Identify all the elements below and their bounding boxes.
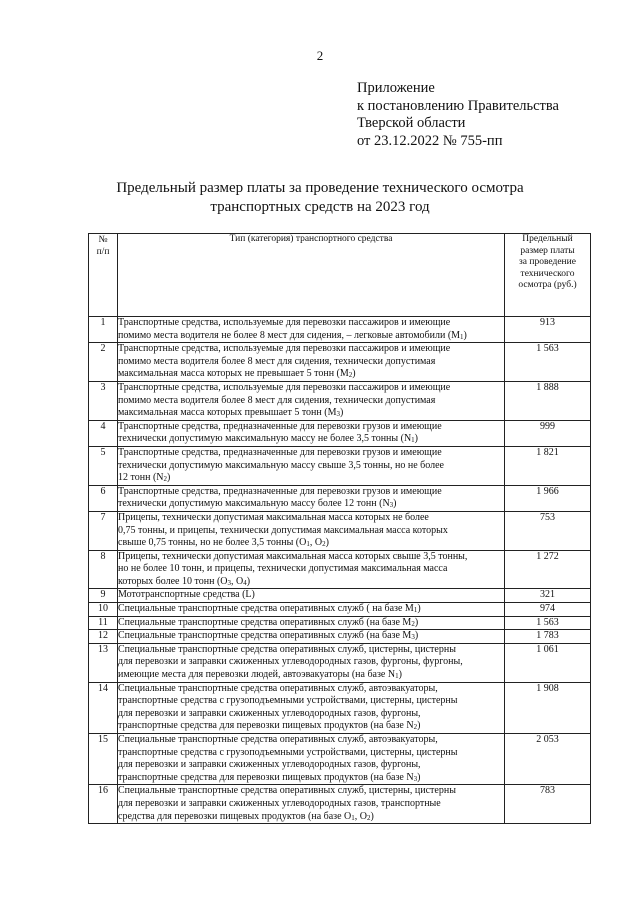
row-number: 6 (89, 485, 118, 511)
fee-value: 1 888 (505, 381, 591, 420)
row-number: 10 (89, 603, 118, 617)
category-text: 0,75 тонны, и прицепы, технически допустимая максимальная масса которых (118, 524, 448, 536)
category-text: для перевозки и заправки сжиженных углеводородных газов, фургоны, (118, 707, 421, 719)
category-text: Транспортные средства, используемые для перевозки пассажиров и имеющие (118, 317, 451, 328)
category-line (118, 811, 504, 824)
row-number: 9 (89, 589, 118, 603)
vehicle-category (118, 682, 505, 733)
category-text: ) (167, 472, 171, 484)
table-row (89, 616, 591, 630)
category-text: которых более 10 тонн (O (118, 575, 228, 587)
table-row (89, 550, 591, 589)
category-line (118, 798, 504, 811)
category-line (118, 395, 504, 408)
category-text: Специальные транспортные средства оперативных служб ( на базе M (118, 603, 414, 615)
category-subscript: 3 (336, 410, 340, 419)
vehicle-category (118, 381, 505, 420)
category-line (118, 695, 504, 708)
category-text: технически допустимую максимальную массу более 12 тонн (N (118, 498, 390, 510)
vehicle-category (118, 630, 505, 644)
table-header-row (89, 234, 591, 317)
category-subscript: 1 (306, 540, 310, 549)
category-text: максимальная масса которых превышает 5 тонн (M (118, 407, 337, 419)
category-text: ) (339, 407, 344, 419)
category-subscript: 1 (413, 606, 418, 615)
category-line (118, 759, 504, 772)
category-text: ) (414, 630, 419, 642)
vehicle-category (118, 343, 505, 382)
fee-value: 974 (505, 603, 591, 617)
category-line (118, 589, 504, 602)
category-line (118, 669, 504, 682)
fee-value: 999 (505, 420, 591, 446)
table-row (89, 589, 591, 603)
category-line (118, 343, 504, 356)
category-text: ) (463, 329, 467, 341)
category-text: имеющие места для перевозки людей, автоэвакуаторы (на базе N (118, 669, 396, 681)
header-number (89, 234, 118, 317)
category-text: но не более 10 тонн, и прицепы, технически допустимая максимальная масса (118, 563, 448, 575)
category-line (118, 407, 504, 420)
fee-value: 1 783 (505, 630, 591, 644)
fee-value: 1 563 (505, 343, 591, 382)
fee-table (88, 233, 591, 824)
header-fee-line: Предельный (522, 234, 573, 244)
category-subscript: 1 (411, 436, 415, 445)
category-subscript: 1 (460, 332, 464, 341)
row-number: 3 (89, 381, 118, 420)
category-text: Специальные транспортные средства оперативных служб (на базе M (118, 616, 412, 628)
fee-value: 1 966 (505, 485, 591, 511)
category-line (118, 512, 504, 525)
category-text: Специальные транспортные средства оперативных служб, автоэвакуаторы, (118, 734, 438, 745)
appendix-line: Тверской области (357, 115, 466, 131)
category-text: Транспортные средства, предназначенные для перевозки грузов и имеющие (118, 446, 442, 458)
category-text: Прицепы, технически допустимая максимальная масса которых не более (118, 511, 429, 523)
category-text: свыше 0,75 тонны, но не более 3,5 тонны (O (118, 537, 307, 549)
vehicle-category (118, 317, 505, 343)
table-body (89, 317, 591, 824)
table-row (89, 643, 591, 682)
category-subscript: 2 (367, 813, 371, 822)
table-row (89, 603, 591, 617)
vehicle-category (118, 420, 505, 446)
category-text: ) (246, 575, 251, 587)
row-number: 14 (89, 682, 118, 733)
category-text: технически допустимую максимальную массу свыше 3,5 тонны, но не более (118, 459, 444, 471)
fee-value: 1 272 (505, 550, 591, 589)
row-number: 5 (89, 446, 118, 485)
fee-value: 1 821 (505, 446, 591, 485)
category-text: Специальные транспортные средства оперативных служб, цистерны, цистерны (118, 785, 456, 797)
category-line (118, 330, 504, 343)
category-text: Прицепы, технически допустимая максимальная масса которых свыше 3,5 тонны, (118, 550, 468, 562)
vehicle-category (118, 589, 505, 603)
vehicle-category (118, 511, 505, 550)
category-line (118, 551, 504, 564)
category-text: ) (414, 616, 419, 628)
category-line (118, 772, 504, 785)
title-line: Предельный размер платы за проведение технического осмотра (116, 180, 524, 196)
category-subscript: 3 (227, 578, 231, 587)
category-subscript: 3 (413, 774, 418, 783)
table-row (89, 785, 591, 824)
category-text: Специальные транспортные средства оперативных служб, автоэвакуаторы, (118, 682, 438, 694)
category-text: , O (309, 537, 323, 549)
category-line (118, 317, 504, 330)
category-line (118, 720, 504, 733)
document-title (0, 179, 640, 217)
header-max-fee (505, 234, 591, 317)
vehicle-category (118, 616, 505, 630)
header-fee-line: осмотра (руб.) (518, 280, 577, 291)
fee-value: 783 (505, 785, 591, 824)
category-text: для перевозки и заправки сжиженных углеводородных газов, транспортные (118, 797, 441, 809)
category-text: средства для перевозки пищевых продуктов (на базе O (118, 810, 352, 822)
fee-value: 1 563 (505, 616, 591, 630)
header-fee-line: размер платы (520, 245, 575, 256)
header-number-line: п/п (96, 247, 110, 257)
row-number: 12 (89, 630, 118, 644)
category-subscript: 2 (411, 619, 415, 628)
row-number: 1 (89, 317, 118, 343)
header-number-line: № (98, 235, 108, 245)
appendix-block (357, 80, 559, 150)
category-line (118, 603, 504, 616)
category-text: Транспортные средства, используемые для перевозки пассажиров и имеющие (118, 381, 451, 393)
row-number: 13 (89, 643, 118, 682)
vehicle-category (118, 734, 505, 785)
category-text: ) (414, 433, 419, 445)
category-line (118, 630, 504, 643)
category-line (118, 368, 504, 381)
vehicle-category (118, 446, 505, 485)
appendix-line: от 23.12.2022 № 755-пп (357, 132, 503, 149)
category-line (118, 421, 504, 434)
category-text: Транспортные средства, используемые для перевозки пассажиров и имеющие (118, 343, 451, 355)
row-number: 15 (89, 734, 118, 785)
fee-value: 1 061 (505, 643, 591, 682)
table-row (89, 381, 591, 420)
category-line (118, 734, 504, 747)
header-fee-line: за проведение (519, 257, 576, 268)
category-text: ) (417, 603, 421, 615)
category-line (118, 382, 504, 395)
category-line (118, 747, 504, 760)
category-subscript: 2 (322, 540, 326, 549)
category-text: ) (417, 771, 421, 783)
category-line (118, 617, 504, 630)
category-text: Мототранспортные средства (L) (118, 589, 255, 601)
row-number: 4 (89, 420, 118, 446)
appendix-line: к постановлению Правительства (357, 97, 559, 114)
category-text: транспортные средства для перевозки пищевых продуктов (на базе N (118, 771, 414, 783)
table-row (89, 511, 591, 550)
category-text: помимо места водителя не более 8 мест для сидения, – легковые автомобили (M (118, 329, 461, 341)
category-line (118, 576, 504, 589)
table-row (89, 630, 591, 644)
category-text: технически допустимую максимальную массу не более 3,5 тонны (N (118, 433, 412, 445)
category-text: Специальные транспортные средства оперативных служб (на базе M (118, 630, 412, 642)
header-fee-line: технического (520, 268, 575, 279)
category-text: транспортные средства для перевозки пищевых продуктов (на базе N (118, 720, 414, 732)
table-row (89, 317, 591, 343)
table-row (89, 682, 591, 733)
row-number: 7 (89, 511, 118, 550)
fee-value: 2 053 (505, 734, 591, 785)
category-line (118, 447, 504, 460)
category-subscript: 1 (395, 672, 399, 681)
category-text: Транспортные средства, предназначенные для перевозки грузов и имеющие (118, 485, 442, 497)
category-text: помимо места водителя более 8 мест для сидения, технически допустимая (118, 355, 436, 367)
fee-value: 1 908 (505, 682, 591, 733)
table-row (89, 446, 591, 485)
category-subscript: 3 (411, 633, 415, 642)
category-subscript: 1 (351, 813, 355, 822)
category-line (118, 498, 504, 511)
vehicle-category (118, 643, 505, 682)
row-number: 16 (89, 785, 118, 824)
row-number: 8 (89, 550, 118, 589)
category-subscript: 3 (389, 501, 394, 510)
vehicle-category (118, 785, 505, 824)
category-text: для перевозки и заправки сжиженных углеводородных газов, фургоны, (118, 759, 421, 771)
row-number: 11 (89, 616, 118, 630)
appendix-line: Приложение (357, 80, 435, 96)
category-text: , O (231, 575, 244, 587)
category-line (118, 356, 504, 369)
category-text: максимальная масса которых не превышает 5 тонн (M (118, 368, 349, 380)
title-line: транспортных средств на 2023 год (210, 199, 430, 215)
table-row (89, 420, 591, 446)
category-line (118, 683, 504, 696)
category-subscript: 2 (348, 371, 353, 380)
header-vehicle-type: Тип (категория) транспортного средства (118, 234, 505, 317)
category-line (118, 537, 504, 550)
category-text: ) (370, 810, 374, 822)
category-text: ) (417, 720, 421, 732)
category-text: для перевозки и заправки сжиженных углеводородных газов, фургоны, фургоны, (118, 656, 463, 668)
category-text: ) (398, 669, 402, 681)
category-line (118, 472, 504, 485)
category-line (118, 708, 504, 721)
table-row (89, 734, 591, 785)
category-line (118, 525, 504, 538)
row-number: 2 (89, 343, 118, 382)
vehicle-category (118, 550, 505, 589)
category-text: транспортные средства с грузоподъемными устройствами, цистерны, цистерны (118, 695, 458, 707)
category-subscript: 2 (163, 475, 167, 484)
category-line (118, 486, 504, 499)
vehicle-category (118, 603, 505, 617)
category-text: ) (393, 498, 397, 510)
category-line (118, 644, 504, 657)
category-subscript: 4 (243, 578, 247, 587)
category-line (118, 433, 504, 446)
category-text: 12 тонн (N (118, 472, 164, 484)
category-text: Транспортные средства, предназначенные для перевозки грузов и имеющие (118, 420, 442, 432)
fee-value: 753 (505, 511, 591, 550)
fee-value: 913 (505, 317, 591, 343)
category-text: ) (352, 368, 356, 380)
category-text: Специальные транспортные средства оперативных служб, цистерны, цистерны (118, 643, 456, 655)
category-subscript: 2 (413, 723, 418, 732)
category-text: транспортные средства с грузоподъемными устройствами, цистерны, цистерны (118, 746, 458, 758)
category-line (118, 656, 504, 669)
page-number: 2 (316, 48, 324, 63)
category-text: помимо места водителя более 8 мест для сидения, технически допустимая (118, 394, 436, 406)
category-line (118, 785, 504, 798)
category-text: , O (354, 810, 368, 822)
fee-value: 321 (505, 589, 591, 603)
category-text: ) (325, 537, 329, 549)
category-line (118, 563, 504, 576)
table-row (89, 343, 591, 382)
vehicle-category (118, 485, 505, 511)
table-row (89, 485, 591, 511)
category-line (118, 460, 504, 473)
